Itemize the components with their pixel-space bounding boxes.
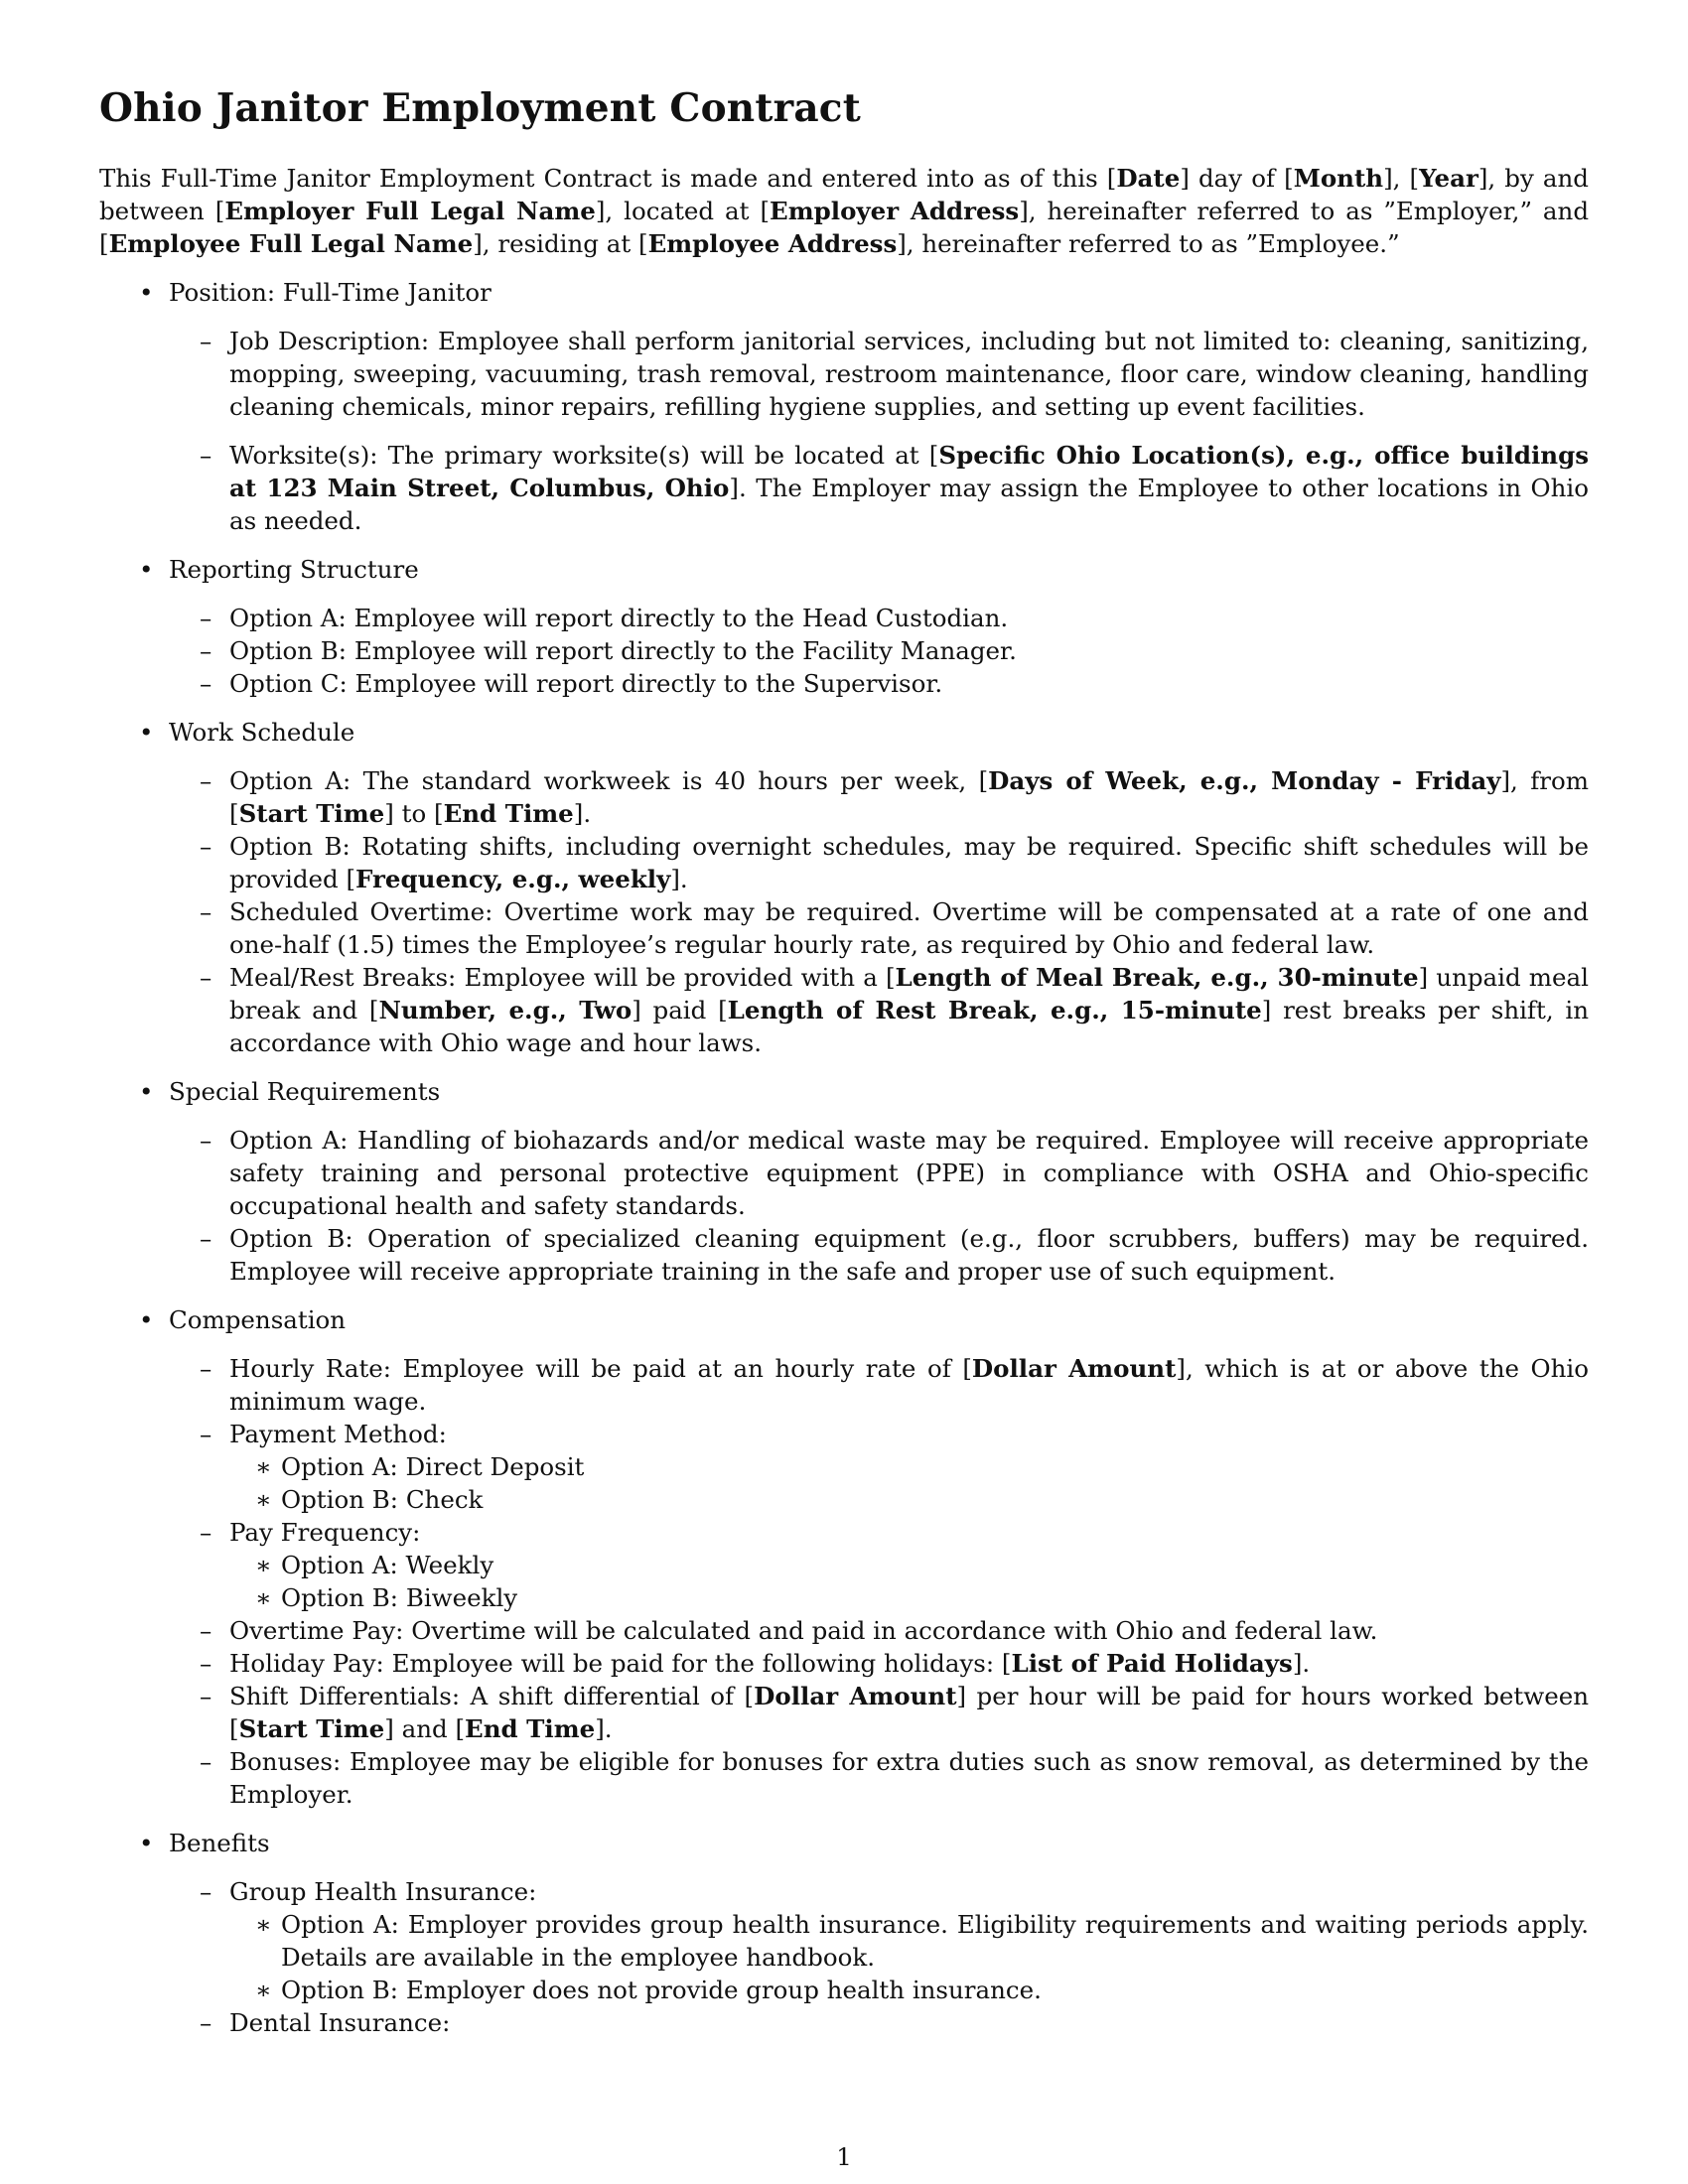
document-page <box>99 87 1589 2039</box>
list-item: ∗ Option B: Employer does not provide group health insurance. <box>255 1975 1042 2004</box>
list-item: – Option C: Employee will report directly to the Supervisor. <box>200 668 943 698</box>
bullet-dash-icon: – <box>200 765 212 795</box>
bullet-asterisk-icon: ∗ <box>255 1582 272 1612</box>
bullet-dash-icon: – <box>200 326 212 355</box>
bullet-dot-icon: • <box>139 554 154 584</box>
section-special-requirements <box>99 1075 1589 1288</box>
list-item: – Job Description: Employee shall perform janitorial services, including but not limited to: cleaning, sanitizing, mopping, sweeping, vacuuming, trash removal, restroom maintenance, floor care, window cleaning, handling cleaning chemicals, minor repairs, refilling hygiene supplies, and setting up event facilities. <box>200 326 1589 421</box>
list-item: – Overtime Pay: Overtime will be calculated and paid in accordance with Ohio and federal law. <box>200 1615 1378 1645</box>
list-item: ∗ Option A: Direct Deposit <box>255 1451 585 1481</box>
bullet-dash-icon: – <box>200 1517 212 1547</box>
list-item: – Bonuses: Employee may be eligible for bonuses for extra duties such as snow removal, as determined by the Employer. <box>200 1746 1589 1809</box>
contract-sections <box>99 276 1589 2039</box>
section-label: Reporting Structure <box>169 554 419 584</box>
list-item: – Holiday Pay: Employee will be paid for the following holidays: [List of Paid Holidays]. <box>200 1648 1311 1678</box>
list-item: – Option B: Employee will report directly to the Facility Manager. <box>200 635 1017 665</box>
bullet-dot-icon: • <box>139 1304 154 1334</box>
intro-paragraph: This Full-Time Janitor Employment Contract is made and entered into as of this [Date] day of [Month], [Year], by and between [Employer Full Legal Name], located at [Employer Address], hereinafter referred to as ”Employer,” and [Employee Full Legal Name], residing at [Employee Address], hereinafter referred to as ”Employee.” <box>99 163 1589 258</box>
bullet-dash-icon: – <box>200 2007 212 2037</box>
bullet-asterisk-icon: ∗ <box>255 1484 272 1514</box>
list-item: ∗ Option B: Check <box>255 1484 484 1514</box>
bullet-dash-icon: – <box>200 1223 212 1253</box>
list-item: ∗ Option A: Employer provides group health insurance. Eligibility requirements and waiting periods apply. Details are available in the employee handbook. <box>255 1909 1589 1972</box>
date-placeholder: Date <box>1116 163 1181 193</box>
employer-address-placeholder: Employer Address <box>770 196 1020 225</box>
section-label: Position: Full-Time Janitor <box>169 277 492 307</box>
section-compensation <box>99 1303 1589 1811</box>
bullet-dot-icon: • <box>139 1076 154 1106</box>
bullet-dash-icon: – <box>200 440 212 470</box>
list-item: – Worksite(s): The primary worksite(s) will be located at [Specific Ohio Location(s), e.g., office buildings at 123 Main Street, Columbus, Ohio]. The Employer may assign the Employee to other locations in Ohio as needed. <box>200 440 1589 535</box>
list-item: – Option A: Employee will report directly to the Head Custodian. <box>200 603 1009 632</box>
bullet-dash-icon: – <box>200 896 212 926</box>
bullet-dash-icon: – <box>200 1615 212 1645</box>
list-item: – Option B: Operation of specialized cleaning equipment (e.g., floor scrubbers, buffers) may be required. Employee will receive appropriate training in the safe and proper use of such equipment. <box>200 1223 1589 1286</box>
bullet-dash-icon: – <box>200 1681 212 1710</box>
list-item: ∗ Option A: Weekly <box>255 1550 494 1579</box>
list-item: – Option A: The standard workweek is 40 hours per week, [Days of Week, e.g., Monday - Friday], from [Start Time] to [End Time]. <box>200 765 1589 828</box>
bullet-dash-icon: – <box>200 1419 212 1448</box>
bullet-dash-icon: – <box>200 603 212 632</box>
list-item: – Scheduled Overtime: Overtime work may be required. Overtime will be compensated at a rate of one and one-half (1.5) times the Employee’s regular hourly rate, as required by Ohio and federal law. <box>200 896 1589 959</box>
employee-name-placeholder: Employee Full Legal Name <box>108 228 474 258</box>
list-item: – Option A: Handling of biohazards and/or medical waste may be required. Employee will receive appropriate safety training and personal protective equipment (PPE) in compliance with OSHA and Ohio-specific occupational health and safety standards. <box>200 1125 1589 1220</box>
bullet-dash-icon: – <box>200 1876 212 1906</box>
section-label: Benefits <box>169 1828 270 1857</box>
list-item: – Pay Frequency: ∗ Option A: Weekly ∗ Option B: Biweekly <box>169 1516 1589 1614</box>
bullet-asterisk-icon: ∗ <box>255 1550 272 1579</box>
bullet-asterisk-icon: ∗ <box>255 1975 272 2004</box>
bullet-dash-icon: – <box>200 1648 212 1678</box>
bullet-dot-icon: • <box>139 1828 154 1857</box>
bullet-dash-icon: – <box>200 668 212 698</box>
list-item: – Shift Differentials: A shift differential of [Dollar Amount] per hour will be paid for hours worked between [Start Time] and [End Time]. <box>200 1681 1589 1743</box>
year-placeholder: Year <box>1419 163 1478 193</box>
list-item: ∗ Option B: Biweekly <box>255 1582 518 1612</box>
bullet-dash-icon: – <box>200 635 212 665</box>
section-position <box>99 276 1589 537</box>
section-reporting <box>99 553 1589 700</box>
bullet-dash-icon: – <box>200 1746 212 1776</box>
bullet-dash-icon: – <box>200 831 212 861</box>
bullet-dot-icon: • <box>139 717 154 747</box>
section-label: Work Schedule <box>169 717 355 747</box>
document-title: Ohio Janitor Employment Contract <box>99 85 861 131</box>
list-item: – Option B: Rotating shifts, including overnight schedules, may be required. Specific shift schedules will be provided [Frequency, e.g., weekly]. <box>200 831 1589 893</box>
bullet-dash-icon: – <box>200 962 212 992</box>
list-item: – Payment Method: ∗ Option A: Direct Deposit ∗ Option B: Check <box>169 1418 1589 1516</box>
section-label: Special Requirements <box>169 1076 441 1106</box>
page-number: 1 <box>836 2142 852 2171</box>
employer-name-placeholder: Employer Full Legal Name <box>224 196 596 225</box>
list-item: – Group Health Insurance: ∗ Option A: Employer provides group health insurance. Eligibility requirements and waiting periods apply. Details are available in the employee handbook. ∗ Option B: Employer does not provide group health insurance. <box>200 1876 1589 2004</box>
bullet-dash-icon: – <box>200 1125 212 1155</box>
list-item: – Meal/Rest Breaks: Employee will be provided with a [Length of Meal Break, e.g., 30-minute] unpaid meal break and [Number, e.g., Two] paid [Length of Rest Break, e.g., 15-minute] rest breaks per shift, in accordance with Ohio wage and hour laws. <box>200 962 1589 1057</box>
bullet-asterisk-icon: ∗ <box>255 1451 272 1481</box>
list-item: – Hourly Rate: Employee will be paid at an hourly rate of [Dollar Amount], which is at or above the Ohio minimum wage. <box>200 1353 1589 1416</box>
section-benefits <box>99 1827 1589 2039</box>
section-label: Compensation <box>169 1304 347 1334</box>
worksite-placeholder: Specific Ohio Location(s), e.g., office buildings at 123 Main Street, Columbus, Ohio <box>229 440 1589 502</box>
section-work-schedule <box>99 716 1589 1059</box>
list-item: – Dental Insurance: <box>200 2007 451 2037</box>
employee-address-placeholder: Employee Address <box>647 228 898 258</box>
bullet-asterisk-icon: ∗ <box>255 1909 272 1939</box>
bullet-dash-icon: – <box>200 1353 212 1383</box>
bullet-dot-icon: • <box>139 277 154 307</box>
month-placeholder: Month <box>1293 163 1384 193</box>
